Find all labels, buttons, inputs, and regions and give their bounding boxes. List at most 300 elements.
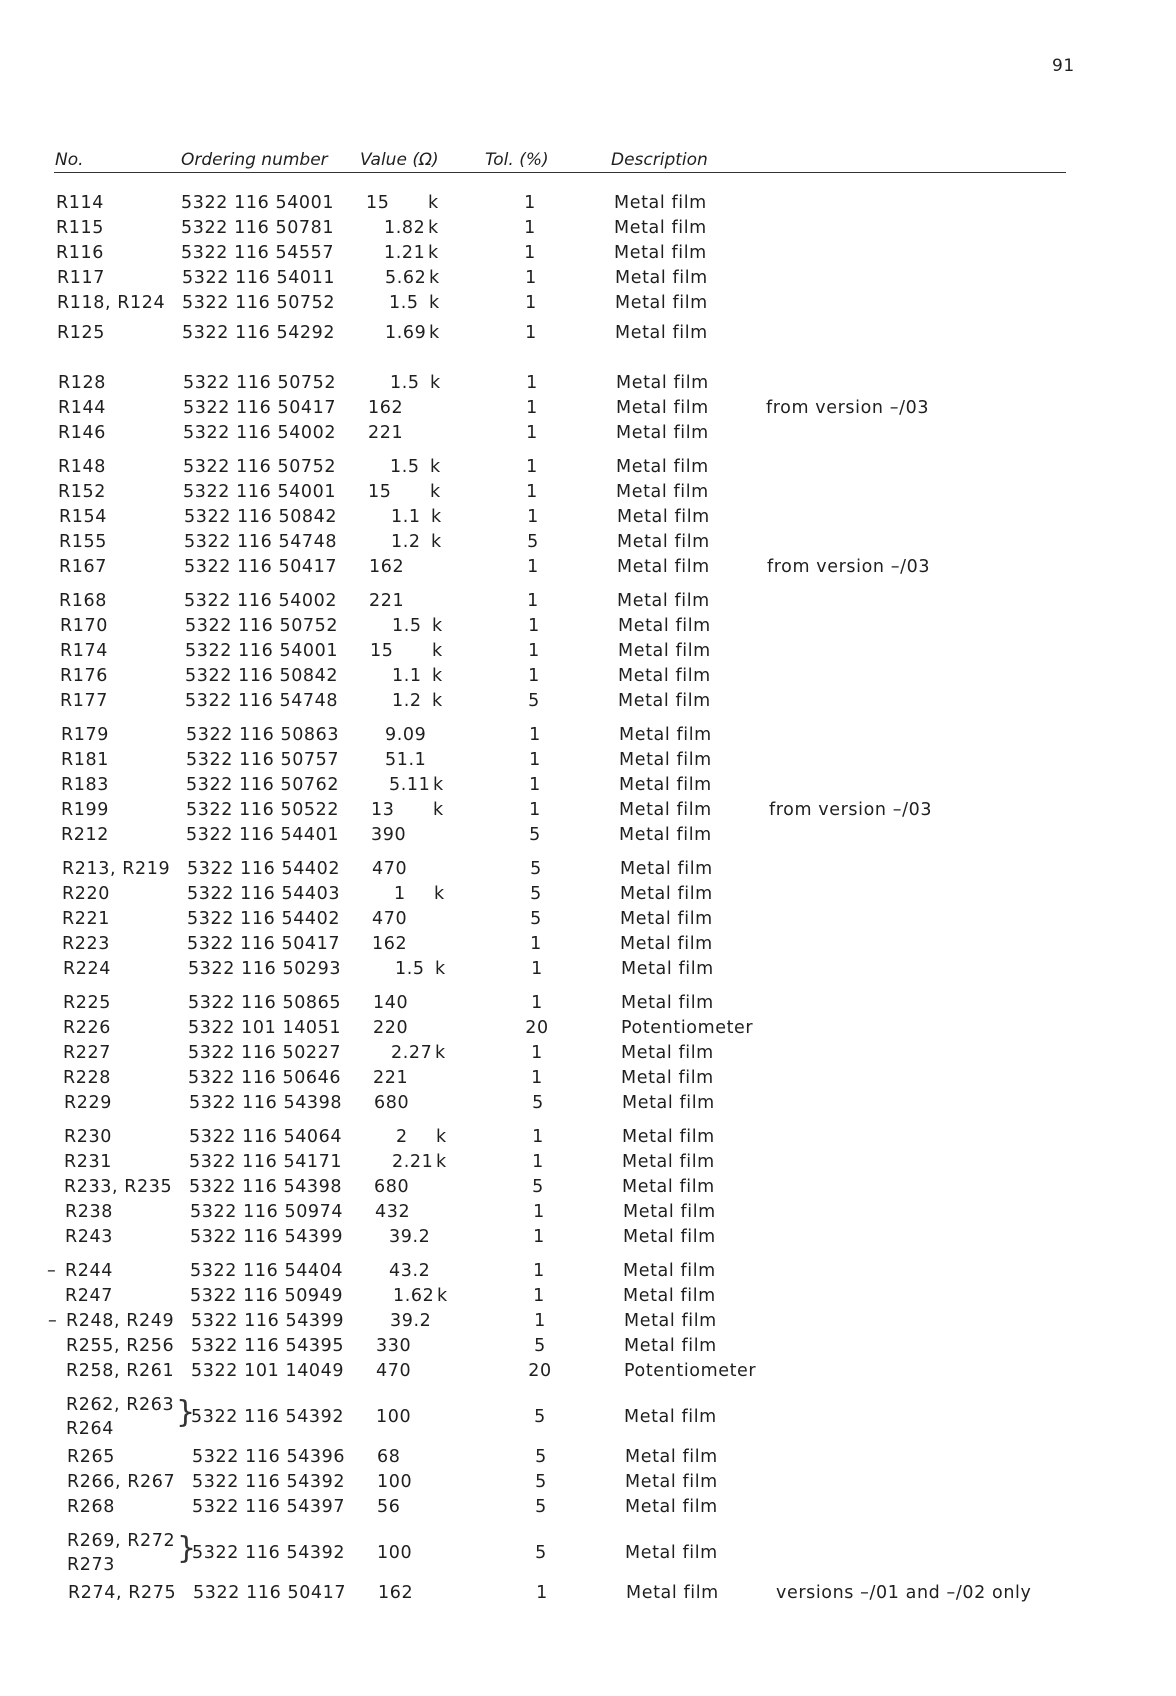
description: Metal film [624, 1311, 717, 1331]
part-number-text: R144 [58, 398, 106, 418]
value-number: 162 [378, 1583, 414, 1603]
part-number-text: R248, R249 [66, 1311, 175, 1331]
part-number-text: R118, R124 [57, 293, 166, 313]
part-number-text: R220 [62, 884, 110, 904]
table-row [9, 1200, 1176, 1224]
tolerance: 1 [525, 293, 537, 313]
remark: from version –/03 [767, 557, 931, 577]
table-row [9, 1284, 1176, 1308]
resistance-value [376, 1359, 456, 1383]
description: Metal film [616, 423, 709, 443]
part-number-text: R243 [65, 1227, 113, 1247]
part-number [63, 991, 111, 1015]
tolerance: 1 [534, 1311, 546, 1331]
part-number [47, 1259, 113, 1283]
part-number-text: R179 [61, 725, 109, 745]
tolerance: 5 [530, 884, 542, 904]
table-row [8, 1125, 1176, 1149]
value-number: 56 [377, 1497, 401, 1517]
table-row [6, 907, 1176, 931]
resistance-value [368, 480, 448, 504]
description: Metal film [621, 1068, 714, 1088]
resistance-value [370, 614, 450, 638]
part-number [60, 664, 108, 688]
value-number: 1.5 [390, 457, 420, 477]
part-number-text: R170 [60, 616, 108, 636]
value-number: 1 [394, 884, 406, 904]
table-row [1, 266, 1176, 290]
table-row [7, 1041, 1176, 1065]
tolerance: 1 [531, 959, 543, 979]
description: Metal film [616, 457, 709, 477]
remark: from version –/03 [769, 800, 933, 820]
value-unit: k [430, 373, 441, 393]
part-number [65, 1200, 113, 1224]
ordering-number: 5322 116 54398 [189, 1093, 343, 1113]
part-number-text: R155 [59, 532, 107, 552]
part-number [59, 530, 107, 554]
description: Metal film [624, 1336, 717, 1356]
value-unit: k [430, 457, 441, 477]
value-unit: k [433, 800, 444, 820]
resistance-value [369, 555, 449, 579]
value-number: 5.62 [385, 268, 427, 288]
description: Metal film [625, 1543, 718, 1563]
description: Metal film [617, 557, 710, 577]
resistance-value [375, 1259, 455, 1283]
table-row [10, 1393, 1176, 1441]
part-number [65, 1284, 113, 1308]
table-row [6, 857, 1176, 881]
resistance-value [374, 1091, 454, 1115]
part-number [63, 1066, 111, 1090]
description: Metal film [617, 507, 710, 527]
ordering-number: 5322 116 50781 [181, 218, 335, 238]
resistance-value [372, 907, 452, 931]
table-row [0, 216, 1176, 240]
value-number: 1.5 [390, 373, 420, 393]
value-number: 2.27 [391, 1043, 433, 1063]
ordering-number: 5322 116 50417 [184, 557, 338, 577]
value-unit: k [428, 243, 439, 263]
description: Metal film [622, 1177, 715, 1197]
description: Metal film [615, 268, 708, 288]
value-unit: k [431, 507, 442, 527]
table-row [2, 480, 1176, 504]
value-number: 39.2 [389, 1227, 431, 1247]
part-number [61, 798, 109, 822]
tolerance: 1 [529, 775, 541, 795]
tolerance: 5 [535, 1497, 547, 1517]
tolerance: 1 [531, 993, 543, 1013]
change-mark: – [47, 1261, 57, 1281]
tolerance: 1 [526, 398, 538, 418]
value-number: 15 [370, 641, 394, 661]
ordering-number: 5322 116 50522 [186, 800, 340, 820]
ordering-number: 5322 116 50949 [190, 1286, 344, 1306]
ordering-number: 5322 116 54292 [182, 323, 336, 343]
value-number: 1.1 [392, 666, 422, 686]
description: Metal film [614, 243, 707, 263]
table-row [10, 1359, 1176, 1383]
ordering-number: 5322 116 50762 [186, 775, 340, 795]
ordering-number: 5322 116 54001 [185, 641, 339, 661]
value-number: 221 [373, 1068, 409, 1088]
tolerance: 1 [526, 423, 538, 443]
value-number: 1.2 [392, 691, 422, 711]
value-number: 1.5 [392, 616, 422, 636]
value-unit: k [437, 1286, 448, 1306]
value-number: 680 [374, 1093, 410, 1113]
tolerance: 1 [533, 1286, 545, 1306]
resistance-value [372, 882, 452, 906]
description: Potentiometer [624, 1361, 757, 1381]
table-row [2, 421, 1176, 445]
part-number-text: R125 [57, 323, 105, 343]
tolerance: 1 [526, 482, 538, 502]
header-description: Description [611, 150, 708, 170]
part-number-text: R225 [63, 993, 111, 1013]
part-number-text: R266, R267 [67, 1472, 176, 1492]
table-row [12, 1581, 1176, 1605]
description: Metal film [620, 884, 713, 904]
description: Metal film [619, 800, 712, 820]
description: Potentiometer [621, 1018, 754, 1038]
part-number [56, 241, 104, 265]
part-number [62, 857, 170, 881]
resistance-value [368, 455, 448, 479]
part-number [62, 932, 110, 956]
resistance-value [372, 857, 452, 881]
tolerance: 5 [530, 909, 542, 929]
value-number: 100 [376, 1407, 412, 1427]
value-number: 100 [377, 1543, 413, 1563]
value-unit: k [435, 959, 446, 979]
value-number: 162 [369, 557, 405, 577]
table-row [4, 639, 1176, 663]
value-number: 140 [373, 993, 409, 1013]
value-number: 470 [372, 859, 408, 879]
resistance-value [378, 1581, 458, 1605]
resistance-value [373, 1066, 453, 1090]
description: Metal film [624, 1407, 717, 1427]
resistance-value [375, 1284, 455, 1308]
ordering-number: 5322 116 50752 [183, 373, 337, 393]
part-number-text: R168 [59, 591, 107, 611]
ordering-number: 5322 116 54399 [190, 1227, 344, 1247]
table-row [2, 455, 1176, 479]
part-number [58, 371, 106, 395]
value-number: 330 [376, 1336, 412, 1356]
description: Metal film [619, 750, 712, 770]
value-unit: k [432, 691, 443, 711]
ordering-number: 5322 116 50842 [185, 666, 339, 686]
ordering-number: 5322 116 54401 [186, 825, 340, 845]
tolerance: 5 [534, 1407, 546, 1427]
group-brace: } [176, 1395, 196, 1430]
ordering-number: 5322 116 54402 [187, 909, 341, 929]
tolerance: 1 [525, 268, 537, 288]
part-number [62, 907, 110, 931]
ordering-number: 5322 116 50974 [190, 1202, 344, 1222]
part-number [58, 480, 106, 504]
part-number [61, 773, 109, 797]
part-number-text: R231 [64, 1152, 112, 1172]
part-number [56, 216, 104, 240]
part-number-text: R183 [61, 775, 109, 795]
table-row [4, 689, 1176, 713]
tolerance: 1 [524, 218, 536, 238]
description: Metal film [623, 1261, 716, 1281]
tolerance: 1 [524, 243, 536, 263]
value-unit: k [432, 666, 443, 686]
remark: versions –/01 and –/02 only [776, 1583, 1032, 1603]
ordering-number: 5322 116 50227 [188, 1043, 342, 1063]
header-ordering-number: Ordering number [181, 150, 328, 170]
table-row [6, 882, 1176, 906]
part-number [65, 1225, 113, 1249]
part-number [57, 266, 105, 290]
resistance-value [375, 1225, 455, 1249]
value-unit: k [435, 1043, 446, 1063]
part-number [68, 1581, 176, 1605]
part-number-text: R177 [60, 691, 108, 711]
table-row [3, 589, 1176, 613]
part-number [56, 191, 104, 215]
ordering-number: 5322 116 54171 [189, 1152, 343, 1172]
value-number: 68 [377, 1447, 401, 1467]
ordering-number: 5322 116 50417 [187, 934, 341, 954]
description: Metal film [623, 1227, 716, 1247]
part-number [63, 957, 111, 981]
tolerance: 1 [527, 557, 539, 577]
part-number-text: R265 [67, 1447, 115, 1467]
tolerance: 5 [535, 1447, 547, 1467]
part-number-text: R223 [62, 934, 110, 954]
tolerance: 1 [532, 1127, 544, 1147]
description: Metal film [618, 641, 711, 661]
table-row [8, 1150, 1176, 1174]
value-number: 9.09 [385, 725, 427, 745]
tolerance: 5 [535, 1472, 547, 1492]
resistance-value [377, 1495, 457, 1519]
part-number-text: R238 [65, 1202, 113, 1222]
table-row [3, 505, 1176, 529]
group-brace: } [177, 1531, 197, 1566]
value-number: 15 [368, 482, 392, 502]
ordering-number: 5322 116 50863 [186, 725, 340, 745]
value-number: 220 [373, 1018, 409, 1038]
part-number [58, 421, 106, 445]
part-number [57, 321, 105, 345]
part-number-text: R262, R263 [66, 1395, 175, 1415]
resistance-value [370, 664, 450, 688]
part-number-text: R221 [62, 909, 110, 929]
part-number [59, 505, 107, 529]
resistance-value [371, 723, 451, 747]
value-number: 390 [371, 825, 407, 845]
description: Metal film [625, 1447, 718, 1467]
value-number: 39.2 [390, 1311, 432, 1331]
part-number-text: R148 [58, 457, 106, 477]
ordering-number: 5322 116 50417 [183, 398, 337, 418]
resistance-value [371, 773, 451, 797]
value-number: 1.2 [391, 532, 421, 552]
description: Metal film [622, 1093, 715, 1113]
description: Metal film [614, 218, 707, 238]
resistance-value [373, 1041, 453, 1065]
part-number-second-line: R273 [67, 1555, 115, 1575]
header-value: Value (Ω) [360, 150, 439, 170]
value-number: 470 [372, 909, 408, 929]
part-number-text: R274, R275 [68, 1583, 177, 1603]
part-number [67, 1470, 175, 1494]
part-number [60, 689, 108, 713]
tolerance: 1 [531, 1068, 543, 1088]
ordering-number: 5322 116 50752 [182, 293, 336, 313]
description: Metal film [625, 1497, 718, 1517]
value-unit: k [429, 323, 440, 343]
tolerance: 5 [527, 532, 539, 552]
value-number: 1.21 [384, 243, 426, 263]
part-number [66, 1359, 174, 1383]
resistance-value [367, 291, 447, 315]
tolerance: 1 [536, 1583, 548, 1603]
part-number [67, 1495, 115, 1519]
resistance-value [370, 639, 450, 663]
ordering-number: 5322 116 50752 [185, 616, 339, 636]
tolerance: 1 [525, 323, 537, 343]
page-number: 91 [1052, 56, 1075, 76]
ordering-number: 5322 116 54398 [189, 1177, 343, 1197]
value-unit: k [432, 641, 443, 661]
part-number [64, 1091, 112, 1115]
description: Metal film [622, 1127, 715, 1147]
table-row [9, 1259, 1176, 1283]
resistance-value [371, 823, 451, 847]
resistance-value [371, 748, 451, 772]
value-unit: k [433, 775, 444, 795]
part-number [62, 882, 110, 906]
part-number [61, 723, 109, 747]
ordering-number: 5322 116 54748 [184, 532, 338, 552]
resistance-value [373, 1016, 453, 1040]
tolerance: 1 [526, 373, 538, 393]
remark: from version –/03 [766, 398, 930, 418]
value-unit: k [430, 482, 441, 502]
tolerance: 20 [525, 1018, 549, 1038]
description: Metal film [621, 993, 714, 1013]
table-row [8, 1091, 1176, 1115]
table-row [5, 773, 1176, 797]
part-number-text: R152 [58, 482, 106, 502]
description: Metal film [616, 373, 709, 393]
part-number-text: R181 [61, 750, 109, 770]
header-tolerance: Tol. (%) [485, 150, 549, 170]
part-number [60, 639, 108, 663]
value-number: 15 [366, 193, 390, 213]
table-row [7, 991, 1176, 1015]
part-number-text: R226 [63, 1018, 111, 1038]
value-number: 1.62 [393, 1286, 435, 1306]
table-row [0, 241, 1176, 265]
value-number: 162 [372, 934, 408, 954]
part-number-text: R176 [60, 666, 108, 686]
part-number-text: R227 [63, 1043, 111, 1063]
ordering-number: 5322 116 54001 [181, 193, 335, 213]
part-number-text: R247 [65, 1286, 113, 1306]
resistance-value [366, 191, 446, 215]
table-row [11, 1470, 1176, 1494]
ordering-number: 5322 116 54002 [183, 423, 337, 443]
table-row [9, 1225, 1176, 1249]
table-row [7, 957, 1176, 981]
resistance-value [367, 266, 447, 290]
value-number: 680 [374, 1177, 410, 1197]
value-unit: k [429, 293, 440, 313]
table-row [1, 291, 1176, 315]
resistance-value [369, 530, 449, 554]
resistance-value [373, 957, 453, 981]
part-number-text: R255, R256 [66, 1336, 175, 1356]
description: Metal film [616, 482, 709, 502]
value-number: 2.21 [392, 1152, 434, 1172]
part-number-text: R229 [64, 1093, 112, 1113]
table-row [11, 1495, 1176, 1519]
resistance-value [374, 1150, 454, 1174]
resistance-value [377, 1445, 457, 1469]
part-number-text: R116 [56, 243, 104, 263]
tolerance: 5 [530, 859, 542, 879]
ordering-number: 5322 116 54392 [192, 1543, 346, 1563]
tolerance: 1 [527, 591, 539, 611]
part-number [67, 1529, 175, 1577]
ordering-number: 5322 116 50842 [184, 507, 338, 527]
description: Metal film [623, 1286, 716, 1306]
ordering-number: 5322 116 54011 [182, 268, 336, 288]
tolerance: 1 [531, 1043, 543, 1063]
part-number [60, 614, 108, 638]
tolerance: 5 [532, 1093, 544, 1113]
value-number: 1.5 [389, 293, 419, 313]
resistance-value [376, 1405, 456, 1429]
value-unit: k [428, 218, 439, 238]
ordering-number: 5322 116 50646 [188, 1068, 342, 1088]
part-number-text: R117 [57, 268, 105, 288]
description: Metal film [615, 323, 708, 343]
value-unit: k [434, 884, 445, 904]
resistance-value [369, 505, 449, 529]
tolerance: 5 [534, 1336, 546, 1356]
ordering-number: 5322 116 54001 [183, 482, 337, 502]
resistance-value [368, 396, 448, 420]
header-no: No. [55, 150, 84, 170]
tolerance: 1 [528, 641, 540, 661]
resistance-value [374, 1175, 454, 1199]
value-number: 470 [376, 1361, 412, 1381]
part-number [58, 396, 106, 420]
tolerance: 5 [529, 825, 541, 845]
description: Metal film [625, 1472, 718, 1492]
value-number: 2 [396, 1127, 408, 1147]
part-number-text: R174 [60, 641, 108, 661]
ordering-number: 5322 116 50752 [183, 457, 337, 477]
value-number: 100 [377, 1472, 413, 1492]
table-row [10, 1334, 1176, 1358]
tolerance: 5 [532, 1177, 544, 1197]
description: Metal film [616, 398, 709, 418]
part-number [66, 1334, 174, 1358]
